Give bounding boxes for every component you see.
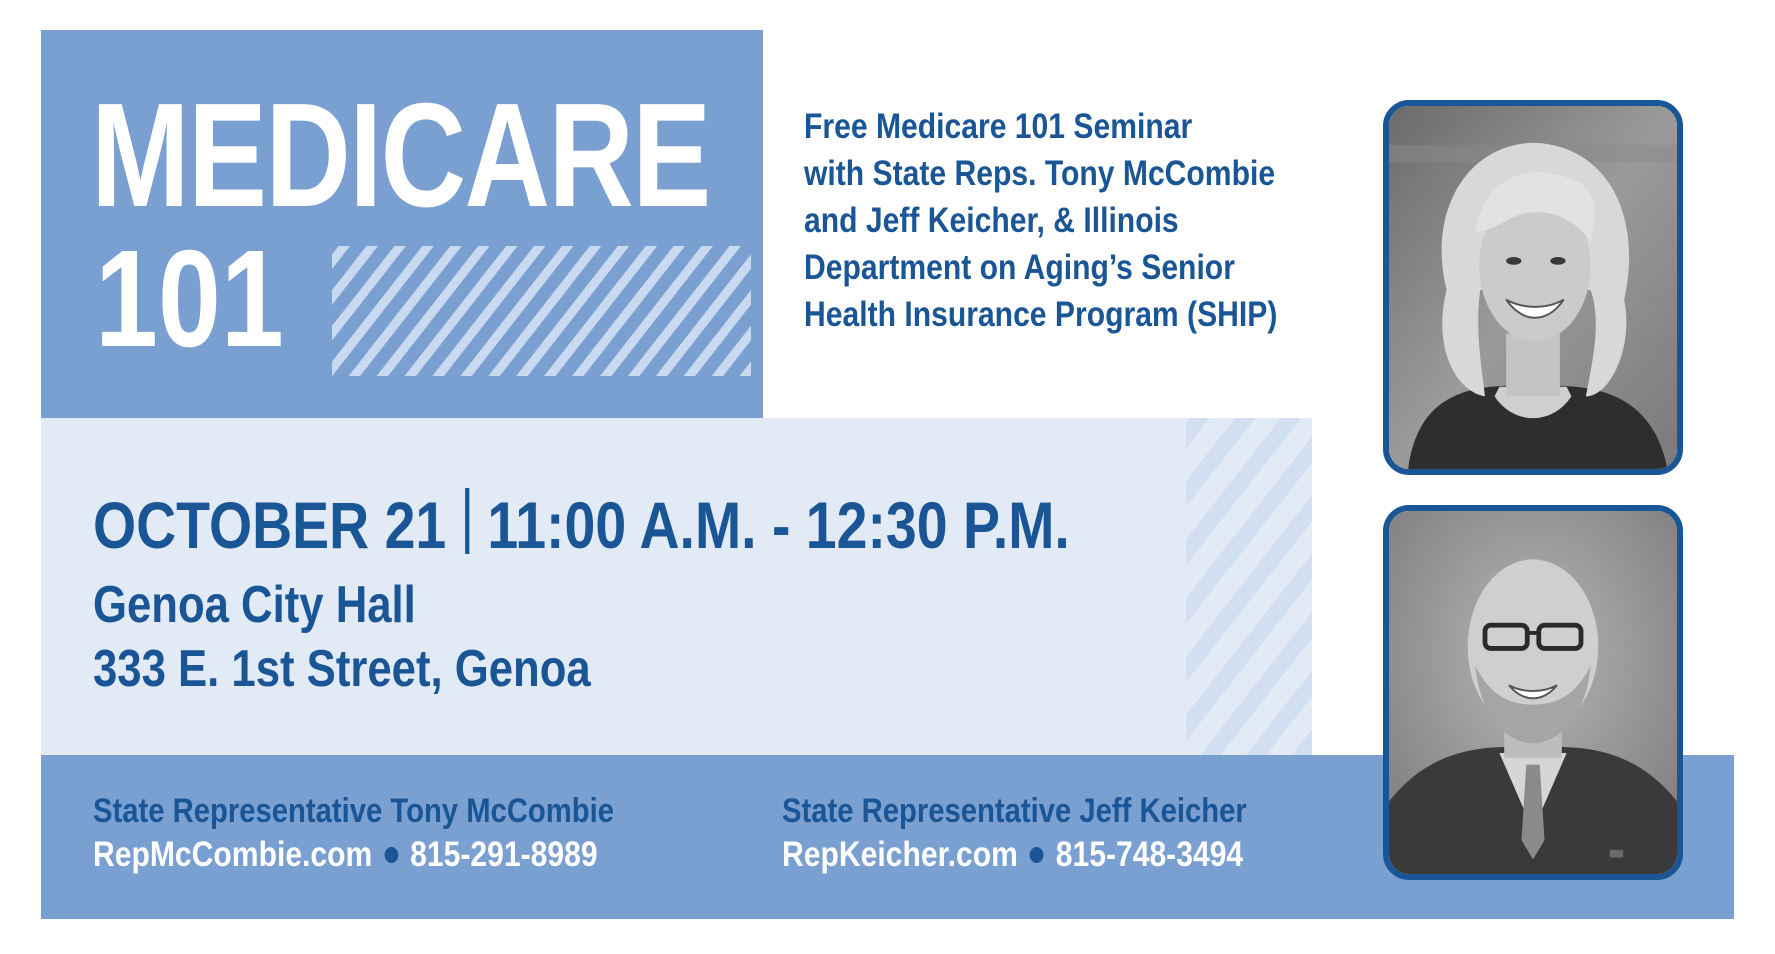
rep-website-link[interactable]: RepKeicher.com bbox=[782, 835, 1018, 874]
rep-website-link[interactable]: RepMcCombie.com bbox=[93, 835, 373, 874]
photo-jeff-keicher bbox=[1383, 505, 1683, 880]
decorative-stripes bbox=[1186, 418, 1312, 755]
seminar-line: Health Insurance Program (SHIP) bbox=[804, 295, 1278, 334]
event-time: 11:00 A.M. - 12:30 P.M. bbox=[487, 488, 1070, 562]
bullet-dot-icon bbox=[1030, 847, 1044, 863]
decorative-stripes bbox=[332, 246, 751, 376]
portrait-image bbox=[1389, 106, 1677, 469]
rep-phone[interactable]: 815-748-3494 bbox=[1055, 835, 1244, 874]
venue-name: Genoa City Hall bbox=[93, 576, 416, 634]
title-medicare: MEDICARE bbox=[91, 73, 710, 238]
rep-contact-line bbox=[93, 833, 614, 877]
photo-tony-mccombie bbox=[1383, 100, 1683, 475]
rep-phone[interactable]: 815-291-8989 bbox=[410, 835, 598, 874]
rep-contact-line bbox=[782, 833, 1247, 877]
seminar-line: with State Reps. Tony McCombie bbox=[804, 154, 1276, 193]
event-details-block bbox=[41, 418, 1312, 755]
divider bbox=[465, 488, 469, 554]
seminar-line: Free Medicare 101 Seminar bbox=[804, 107, 1193, 146]
seminar-line: and Jeff Keicher, & Illinois bbox=[804, 201, 1179, 240]
rep-name: State Representative Tony McCombie bbox=[93, 792, 615, 830]
title-101: 101 bbox=[95, 222, 284, 376]
event-venue bbox=[93, 573, 591, 701]
event-date: OCTOBER 21 bbox=[93, 488, 447, 562]
seminar-description bbox=[804, 103, 1277, 338]
event-date-time bbox=[93, 488, 1070, 560]
rep-contact-keicher bbox=[782, 789, 1247, 877]
rep-name: State Representative Jeff Keicher bbox=[782, 792, 1247, 830]
venue-address: 333 E. 1st Street, Genoa bbox=[93, 640, 591, 698]
bullet-dot-icon bbox=[384, 847, 398, 863]
title-block bbox=[41, 30, 763, 418]
portrait-image bbox=[1389, 511, 1677, 874]
seminar-line: Department on Aging’s Senior bbox=[804, 248, 1235, 287]
rep-contact-mccombie bbox=[93, 789, 614, 877]
